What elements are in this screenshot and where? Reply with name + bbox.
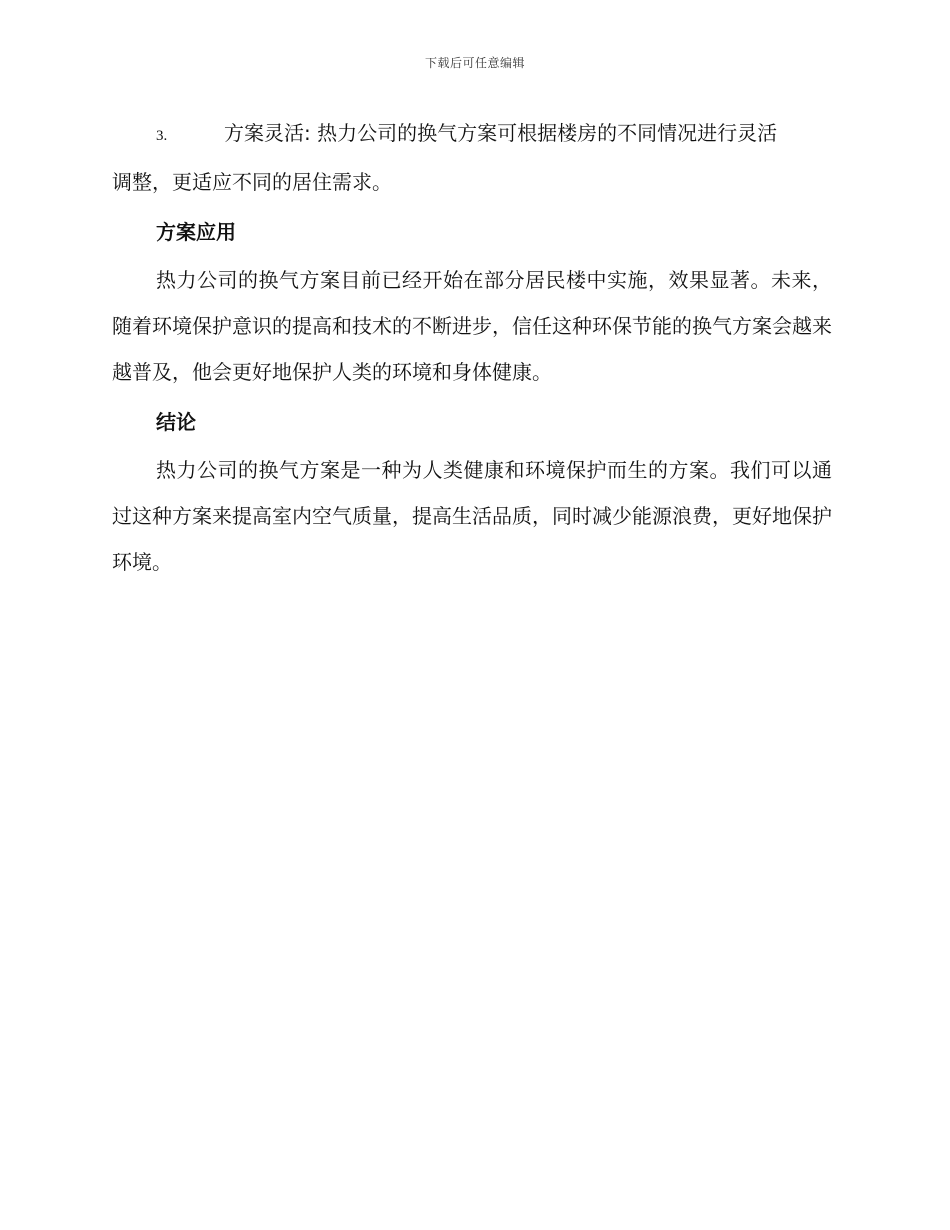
section-paragraph-conclusion: 热力公司的换气方案是一种为人类健康和环境保护而生的方案。我们可以通过这种方案来提高室内空气质量，提高生活品质，同时减少能源浪费，更好地保护环境。 <box>112 458 832 574</box>
list-text-line1: 方案灵活: 热力公司的换气方案可根据楼房的不同情况进行灵活 <box>224 121 778 145</box>
list-text-line2: 调整，更适应不同的居住需求。 <box>112 170 392 194</box>
list-number: 3. <box>156 128 168 144</box>
section-paragraph-application: 热力公司的换气方案目前已经开始在部分居民楼中实施，效果显著。未来，随着环境保护意识的提高和技术的不断进步，信任这种环保节能的换气方案会越来越普及，他会更好地保护人类的环境和身体健康。 <box>112 268 832 384</box>
page-header: 下载后可任意编辑 <box>424 56 525 70</box>
section-heading-conclusion: 结论 <box>156 410 196 434</box>
section-heading-application: 方案应用 <box>156 220 236 244</box>
document-body <box>112 110 832 585</box>
list-item <box>112 110 832 205</box>
